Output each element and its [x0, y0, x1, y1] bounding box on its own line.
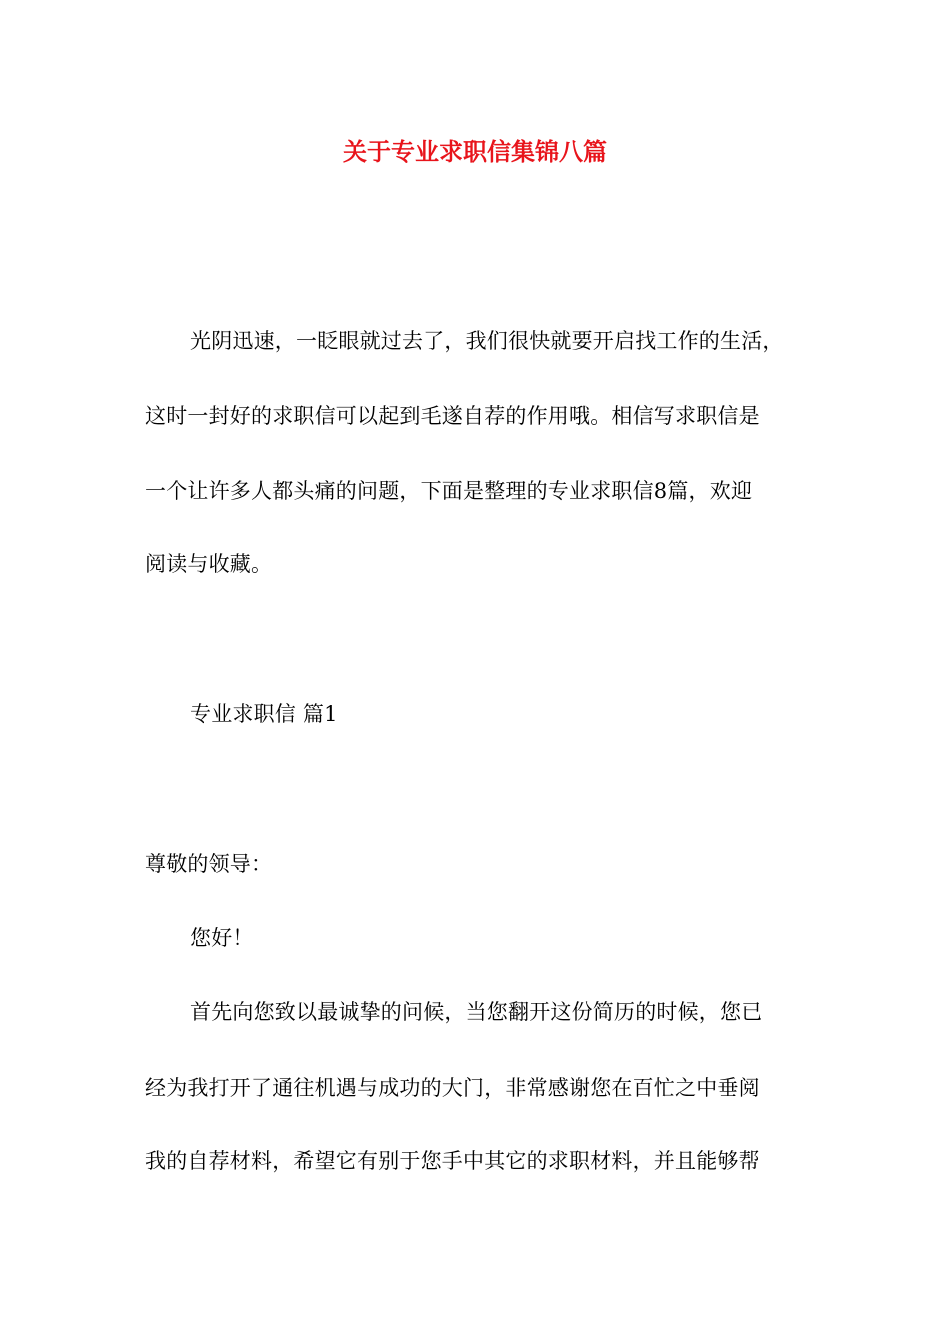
salutation: 尊敬的领导： — [145, 852, 273, 876]
section-heading: 专业求职信 篇1 — [190, 702, 338, 726]
greeting: 您好！ — [190, 926, 254, 950]
intro-line-3: 一个让许多人都头痛的问题，下面是整理的专业求职信8篇，欢迎 — [145, 479, 753, 503]
document-title: 关于专业求职信集锦八篇 — [343, 137, 607, 166]
body-line-3: 我的自荐材料，希望它有别于您手中其它的求职材料，并且能够帮 — [145, 1149, 760, 1173]
intro-line-2: 这时一封好的求职信可以起到毛遂自荐的作用哦。相信写求职信是 — [145, 404, 760, 428]
body-line-2: 经为我打开了通往机遇与成功的大门，非常感谢您在百忙之中垂阅 — [145, 1076, 760, 1100]
intro-line-4: 阅读与收藏。 — [145, 552, 273, 576]
body-line-1: 首先向您致以最诚挚的问候，当您翻开这份简历的时候，您已 — [190, 1000, 763, 1024]
intro-line-1: 光阴迅速，一眨眼就过去了，我们很快就要开启找工作的生活， — [190, 329, 784, 353]
